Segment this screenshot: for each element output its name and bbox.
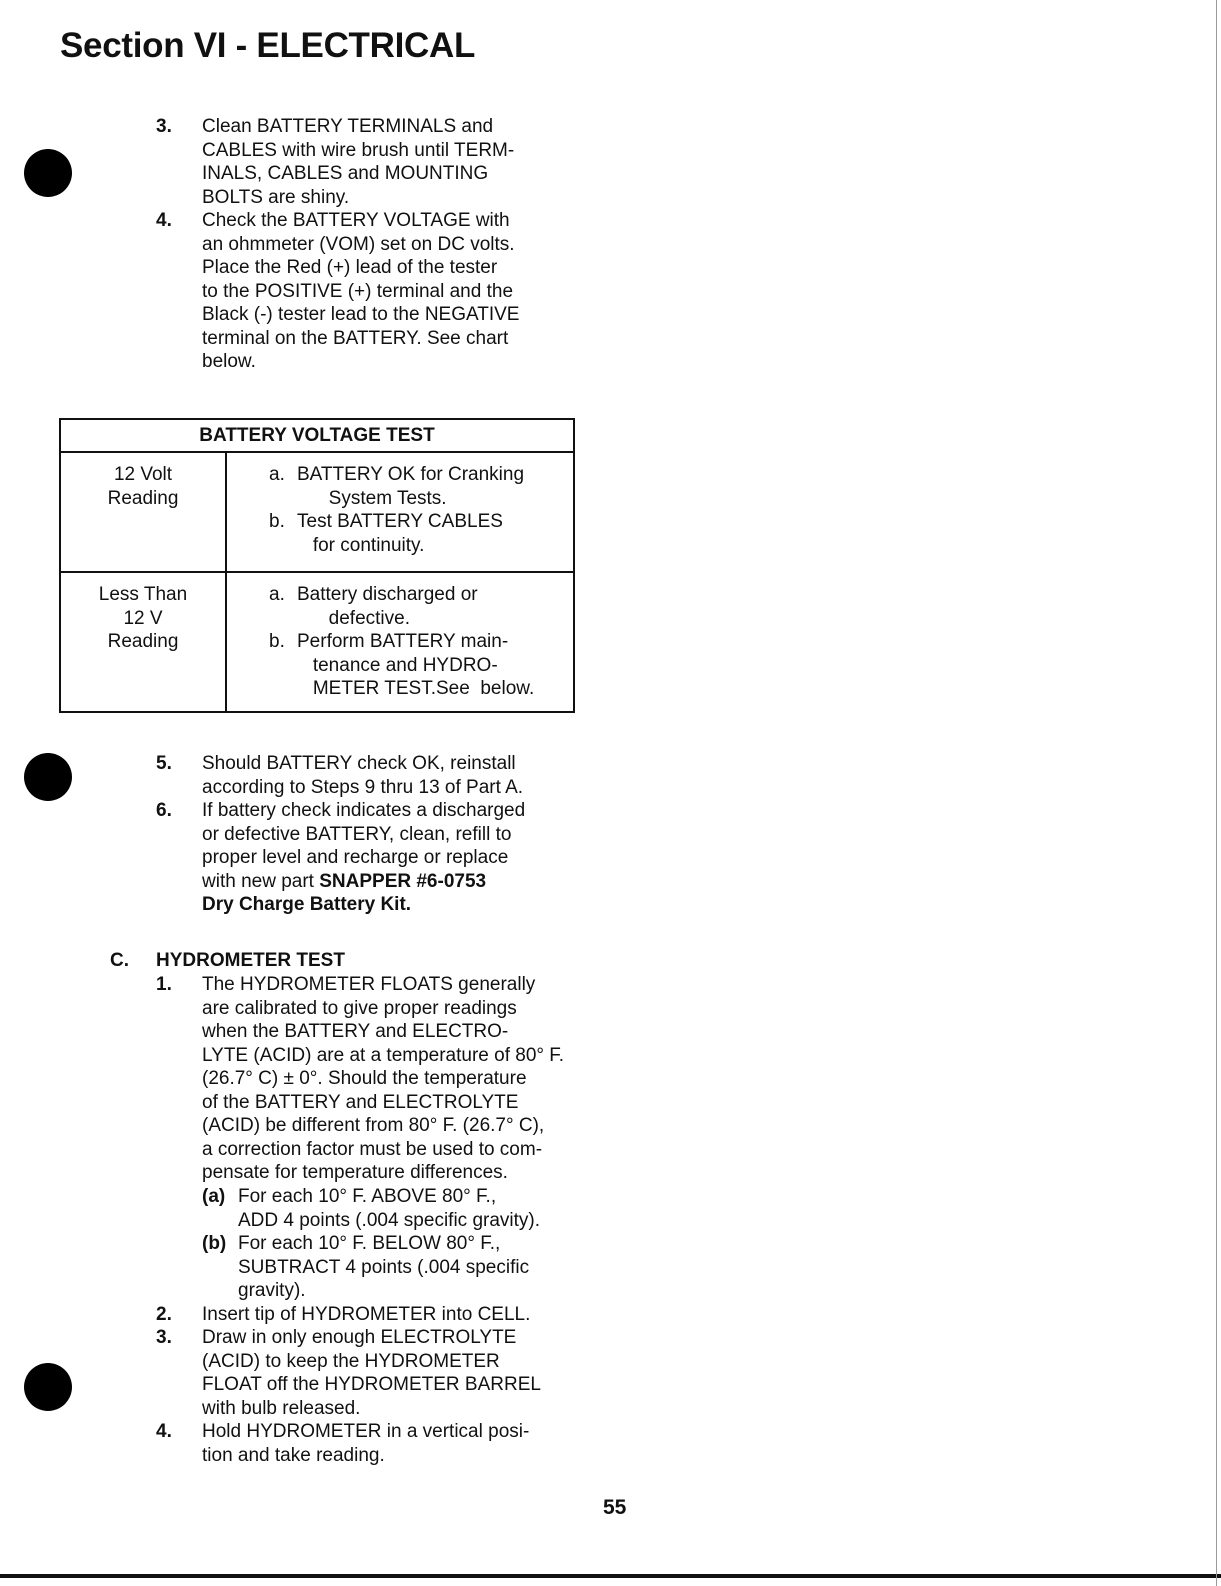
step-line: proper level and recharge or replace: [202, 847, 509, 868]
substep-line: For each 10° F. ABOVE 80° F.,: [238, 1186, 497, 1207]
step-line: The HYDROMETER FLOATS generally: [202, 974, 536, 995]
step-line: CABLES with wire brush until TERM-: [202, 139, 515, 161]
action-item: [269, 583, 573, 630]
step-line: Place the Red (+) lead of the tester: [202, 257, 498, 278]
step-line: Clean BATTERY TERMINALS and: [202, 116, 494, 137]
step-line: FLOAT off the HYDROMETER BARREL: [202, 1374, 541, 1395]
step-text: [202, 1420, 529, 1467]
action-letter: a.: [269, 584, 285, 605]
step-line: INALS, CABLES and MOUNTING: [202, 163, 489, 184]
step-line: (ACID) be different from 80° F. (26.7° C),: [202, 1115, 545, 1136]
binder-hole-middle: [24, 753, 72, 801]
action-item: [269, 463, 573, 510]
step-number: 2.: [156, 1304, 172, 1325]
condition-line: Reading: [107, 631, 179, 652]
part-number: SNAPPER #6-0753: [319, 870, 487, 892]
section-title: HYDROMETER TEST: [156, 950, 345, 971]
step-line: Check the BATTERY VOLTAGE with: [202, 210, 510, 231]
page-title: Section VI - ELECTRICAL: [60, 26, 476, 65]
substep-line: ADD 4 points (.004 specific gravity).: [238, 1209, 541, 1231]
step-line: pensate for temperature differences.: [202, 1162, 508, 1183]
step-number: 4.: [156, 210, 172, 231]
table-condition-cell: [60, 572, 226, 712]
action-letter: b.: [269, 511, 285, 532]
action-line: Test BATTERY CABLES: [297, 511, 503, 532]
step-text: [202, 752, 523, 799]
action-line: Battery discharged or: [297, 584, 478, 605]
step-number: 6.: [156, 800, 172, 821]
step-line: or defective BATTERY, clean, refill to: [202, 823, 512, 845]
action-line: Perform BATTERY main-: [297, 631, 509, 652]
action-letter: a.: [269, 464, 285, 485]
step-text: [202, 1326, 541, 1420]
step-line: Hold HYDROMETER in a vertical posi-: [202, 1421, 530, 1442]
step-line: LYTE (ACID) are at a temperature of 80° F.: [202, 1044, 565, 1066]
action-line: for continuity.: [297, 534, 425, 556]
table-action-cell: [226, 572, 574, 712]
step-line: BOLTS are shiny.: [202, 186, 350, 208]
step-line: (26.7° C) ± 0°. Should the temperature: [202, 1068, 527, 1089]
step-number: 4.: [156, 1421, 172, 1442]
table-row: [60, 572, 574, 712]
substep-label: (a): [202, 1186, 226, 1207]
condition-line: 12 V: [123, 607, 163, 629]
step-text: [202, 1303, 530, 1327]
binder-hole-top: [24, 149, 72, 197]
action-line: BATTERY OK for Cranking: [297, 464, 525, 485]
step-text: [202, 799, 525, 917]
step-line: [202, 870, 525, 894]
condition-line: Less Than: [98, 584, 188, 605]
substep-text: [238, 1185, 540, 1232]
action-letter: b.: [269, 631, 285, 652]
table-row: [60, 452, 574, 572]
substep-line: gravity).: [238, 1280, 306, 1301]
step-line: terminal on the BATTERY. See chart: [202, 327, 509, 349]
step-line: a correction factor must be used to com-: [202, 1138, 543, 1160]
action-line: defective.: [297, 607, 410, 629]
step-line: are calibrated to give proper readings: [202, 997, 517, 1019]
step-line: Draw in only enough ELECTROLYTE: [202, 1327, 517, 1348]
step-text: [202, 209, 519, 374]
step-number: 5.: [156, 753, 172, 774]
step-line: Black (-) tester lead to the NEGATIVE: [202, 304, 520, 325]
step-line: when the BATTERY and ELECTRO-: [202, 1021, 509, 1042]
action-item: [269, 630, 573, 701]
step-line: an ohmmeter (VOM) set on DC volts.: [202, 233, 515, 255]
page-number: 55: [603, 1496, 627, 1519]
action-line: tenance and HYDRO-: [297, 654, 498, 676]
step-number: 1.: [156, 974, 172, 995]
action-item: [269, 510, 573, 557]
step-number: 3.: [156, 116, 172, 137]
step-line: below.: [202, 351, 256, 372]
table-title: BATTERY VOLTAGE TEST: [60, 419, 574, 452]
table-condition-cell: [60, 452, 226, 572]
step-line: according to Steps 9 thru 13 of Part A.: [202, 776, 524, 798]
step-line: Should BATTERY check OK, reinstall: [202, 753, 516, 774]
part-name: Dry Charge Battery Kit.: [202, 894, 412, 915]
condition-line: 12 Volt: [113, 464, 173, 485]
step-line: (ACID) to keep the HYDROMETER: [202, 1350, 500, 1372]
step-number: 3.: [156, 1327, 172, 1348]
step-line: with bulb released.: [202, 1397, 361, 1419]
battery-voltage-test-table: [59, 418, 575, 713]
condition-line: Reading: [107, 487, 179, 509]
text-prefix: with new part: [202, 870, 320, 892]
step-line: tion and take reading.: [202, 1444, 385, 1466]
step-text: [202, 115, 514, 209]
binder-hole-bottom: [24, 1363, 72, 1411]
action-line: METER TEST.See below.: [297, 678, 535, 699]
bottom-border-line: [0, 1574, 1221, 1578]
right-edge-line: [1216, 0, 1217, 1586]
step-line: If battery check indicates a discharged: [202, 800, 526, 821]
step-line: Insert tip of HYDROMETER into CELL.: [202, 1304, 531, 1325]
substep-label: (b): [202, 1233, 227, 1254]
action-line: System Tests.: [297, 487, 447, 509]
step-line: of the BATTERY and ELECTROLYTE: [202, 1091, 519, 1113]
step-text: [202, 973, 564, 1185]
substep-text: [238, 1232, 529, 1303]
substep-line: For each 10° F. BELOW 80° F.,: [238, 1233, 501, 1254]
section-letter: C.: [110, 950, 129, 971]
substep-line: SUBTRACT 4 points (.004 specific: [238, 1256, 530, 1278]
table-action-cell: [226, 452, 574, 572]
step-line: to the POSITIVE (+) terminal and the: [202, 280, 514, 302]
